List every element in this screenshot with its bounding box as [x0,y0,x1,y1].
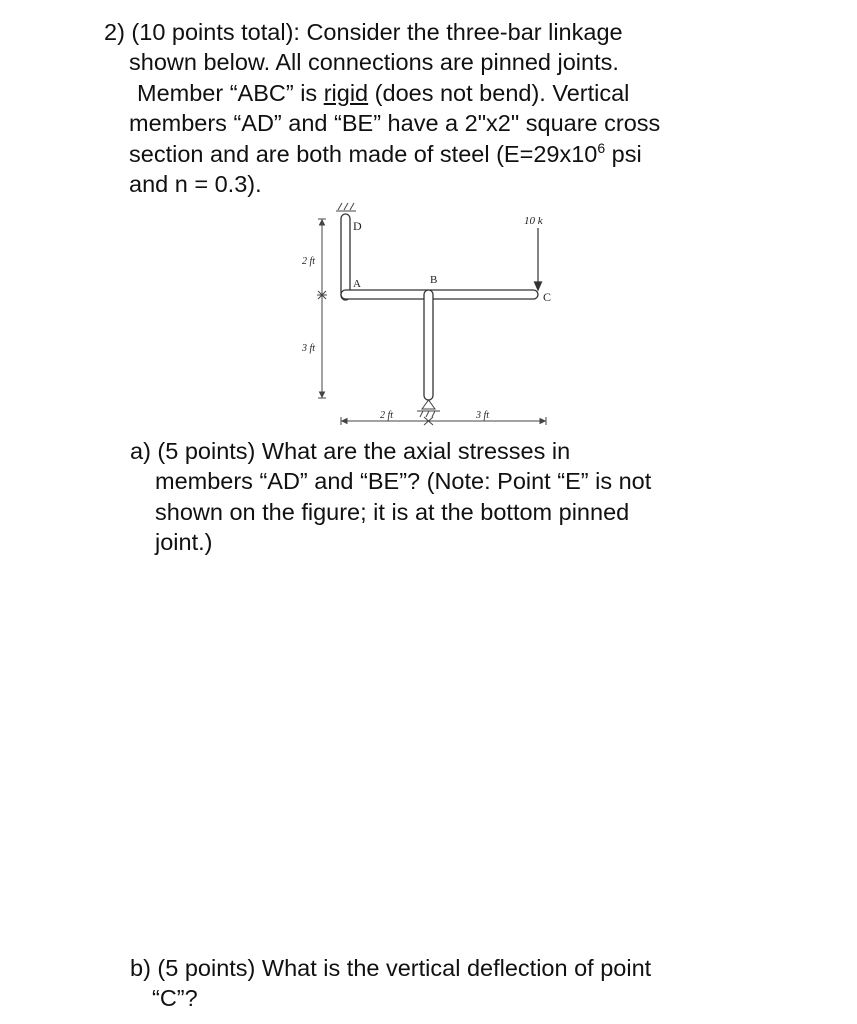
dim-right-label: 3 ft [476,410,490,421]
problem-line-5 [104,139,754,169]
problem-line-3-pre: Member “ABC” is [137,79,324,106]
label-b: B [430,274,438,286]
label-d: D [353,219,362,233]
load-label: 10 k [524,215,543,227]
dim-lower-label: 3 ft [302,343,316,354]
part-a-line-4: joint.) [155,529,213,556]
member-be [424,290,433,400]
part-a-line-1: a) (5 points) What are the axial stresses in [130,438,571,464]
part-b-question [130,953,770,1014]
part-a-line-2: members “AD” and “BE”? (Note: Point “E” is not [155,468,652,495]
problem-line-5-pre: section and are both made of steel (E=29x10 [129,140,598,167]
linkage-diagram [296,198,576,434]
problem-line-2: shown below. All connections are pinned joints. [129,49,619,76]
horizontal-dimension [341,417,546,425]
linkage-figure [296,198,576,434]
top-support [336,203,356,211]
dim-left-label: 2 ft [380,410,394,421]
problem-line-4: members “AD” and “BE” have a 2"x2" square cross [129,110,661,137]
problem-line-3-post: (does not bend). Vertical [368,79,630,106]
label-a: A [353,278,361,290]
problem-line-3 [104,78,754,108]
member-abc [341,290,538,299]
rigid-emphasis: rigid [323,79,369,106]
problem-statement [104,17,754,199]
member-ad [341,214,350,300]
label-c: C [543,290,552,304]
problem-line-6: and n = 0.3). [129,171,262,198]
load-arrow [535,228,542,290]
part-a-question [130,436,770,558]
dim-upper-label: 2 ft [302,256,316,267]
problem-line-5-post: psi [605,140,642,167]
part-a-line-3: shown on the figure; it is at the bottom pinned [155,498,630,525]
bottom-support [417,400,440,417]
problem-line-1: 2) (10 points total): Consider the three-bar linkage [104,19,623,45]
exponent: 6 [597,139,606,156]
vertical-dimension [317,219,327,398]
part-b-line-1: b) (5 points) What is the vertical deflection of point [130,955,652,981]
part-b-line-2: “C”? [152,985,198,1012]
